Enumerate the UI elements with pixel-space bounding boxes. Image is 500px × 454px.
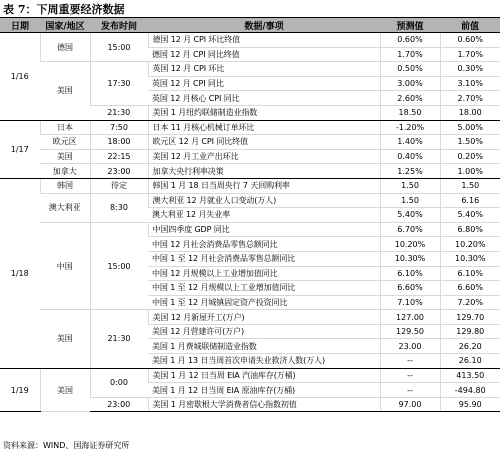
- previous-cell: 129.80: [440, 324, 500, 339]
- time-cell: 23:00: [90, 397, 148, 412]
- forecast-cell: 23.00: [380, 339, 440, 354]
- event-cell: 英国 12 月 CPI 同比: [148, 76, 380, 91]
- previous-cell: 10.30%: [440, 251, 500, 266]
- previous-cell: 5.00%: [440, 120, 500, 135]
- country-cell: 日本: [40, 120, 90, 135]
- header-previous: 前值: [440, 18, 500, 33]
- event-cell: 中国 12 月社会消费品零售总额同比: [148, 237, 380, 252]
- previous-cell: 1.70%: [440, 47, 500, 62]
- event-cell: 德国 12 月 CPI 环比终值: [148, 33, 380, 48]
- country-cell: 美国: [40, 310, 90, 368]
- header-event: 数据/事项: [148, 18, 380, 33]
- previous-cell: 7.20%: [440, 295, 500, 310]
- time-cell: 15:00: [90, 222, 148, 310]
- forecast-cell: 2.60%: [380, 91, 440, 106]
- date-cell: 1/18: [0, 178, 40, 368]
- previous-cell: 1.50: [440, 178, 500, 193]
- table-row: [0, 222, 500, 237]
- event-cell: 美国 1 月纽约联储制造业指数: [148, 105, 380, 120]
- time-cell: 0:00: [90, 368, 148, 397]
- event-cell: 英国 12 月 CPI 环比: [148, 62, 380, 77]
- event-cell: 中国 1 至 12 月社会消费品零售总额同比: [148, 251, 380, 266]
- previous-cell: 5.40%: [440, 208, 500, 223]
- time-cell: 21:30: [90, 105, 148, 120]
- time-cell: 7:50: [90, 120, 148, 135]
- previous-cell: 18.00: [440, 105, 500, 120]
- table-row: [0, 368, 500, 383]
- forecast-cell: 18.50: [380, 105, 440, 120]
- forecast-cell: 1.25%: [380, 164, 440, 179]
- forecast-cell: -1.20%: [380, 120, 440, 135]
- table-row: [0, 310, 500, 325]
- time-cell: 8:30: [90, 193, 148, 222]
- time-cell: 18:00: [90, 135, 148, 150]
- event-cell: 美国 1 月费城联储制造业指数: [148, 339, 380, 354]
- previous-cell: 1.00%: [440, 164, 500, 179]
- time-cell: 23:00: [90, 164, 148, 179]
- previous-cell: 95.90: [440, 397, 500, 412]
- previous-cell: 2.70%: [440, 91, 500, 106]
- table-row: [0, 62, 500, 77]
- country-cell: 德国: [40, 33, 90, 62]
- event-cell: 美国 12 月营建许可(万户): [148, 324, 380, 339]
- forecast-cell: 1.50: [380, 178, 440, 193]
- country-cell: 美国: [40, 62, 90, 120]
- event-cell: 日本 11 月核心机械订单环比: [148, 120, 380, 135]
- previous-cell: 6.80%: [440, 222, 500, 237]
- forecast-cell: --: [380, 383, 440, 398]
- event-cell: 中国 1 至 12 月城镇固定资产投资同比: [148, 295, 380, 310]
- forecast-cell: 97.00: [380, 397, 440, 412]
- event-cell: 美国 1 月密歇根大学消费者信心指数初值: [148, 397, 380, 412]
- previous-cell: 129.70: [440, 310, 500, 325]
- country-cell: 加拿大: [40, 164, 90, 179]
- forecast-cell: 6.70%: [380, 222, 440, 237]
- header-country: 国家/地区: [40, 18, 90, 33]
- table-row: [0, 149, 500, 164]
- country-cell: 韩国: [40, 178, 90, 193]
- previous-cell: 6.10%: [440, 266, 500, 281]
- event-cell: 中国四季度 GDP 同比: [148, 222, 380, 237]
- previous-cell: 26.20: [440, 339, 500, 354]
- forecast-cell: 1.70%: [380, 47, 440, 62]
- table-row: [0, 164, 500, 179]
- date-cell: 1/17: [0, 120, 40, 178]
- time-cell: 22:15: [90, 149, 148, 164]
- event-cell: 美国 12 月新屋开工(万户): [148, 310, 380, 325]
- forecast-cell: 0.40%: [380, 149, 440, 164]
- country-cell: 中国: [40, 222, 90, 310]
- country-cell: 澳大利亚: [40, 193, 90, 222]
- previous-cell: 0.30%: [440, 62, 500, 77]
- previous-cell: 3.10%: [440, 76, 500, 91]
- previous-cell: 0.20%: [440, 149, 500, 164]
- previous-cell: 10.20%: [440, 237, 500, 252]
- previous-cell: 413.50: [440, 368, 500, 383]
- forecast-cell: 5.40%: [380, 208, 440, 223]
- previous-cell: 6.16: [440, 193, 500, 208]
- forecast-cell: 127.00: [380, 310, 440, 325]
- previous-cell: 26.10: [440, 354, 500, 369]
- event-cell: 德国 12 月 CPI 同比终值: [148, 47, 380, 62]
- forecast-cell: 1.40%: [380, 135, 440, 150]
- event-cell: 美国 1 月 13 日当周首次申请失业救济人数(万人): [148, 354, 380, 369]
- header-forecast: 预测值: [380, 18, 440, 33]
- table-row: [0, 193, 500, 208]
- event-cell: 澳大利亚 12 月失业率: [148, 208, 380, 223]
- event-cell: 韩国 1 月 18 日当周央行 7 天回购利率: [148, 178, 380, 193]
- forecast-cell: 10.20%: [380, 237, 440, 252]
- time-cell: 17:30: [90, 62, 148, 106]
- previous-cell: 6.60%: [440, 281, 500, 296]
- table-title: 表 7：下周重要经济数据: [3, 3, 125, 16]
- country-cell: 美国: [40, 368, 90, 412]
- previous-cell: 1.50%: [440, 135, 500, 150]
- forecast-cell: --: [380, 354, 440, 369]
- country-cell: 美国: [40, 149, 90, 164]
- previous-cell: -494.80: [440, 383, 500, 398]
- forecast-cell: 1.50: [380, 193, 440, 208]
- economic-data-table: [0, 17, 500, 412]
- forecast-cell: 0.50%: [380, 62, 440, 77]
- event-cell: 澳大利亚 12 月就业人口变动(万人): [148, 193, 380, 208]
- forecast-cell: 6.10%: [380, 266, 440, 281]
- source-note: 资料来源：WIND、国海证券研究所: [3, 441, 130, 450]
- event-cell: 英国 12 月核心 CPI 同比: [148, 91, 380, 106]
- table-header-row: [0, 18, 500, 33]
- time-cell: 待定: [90, 178, 148, 193]
- table-row: [0, 135, 500, 150]
- country-cell: 欧元区: [40, 135, 90, 150]
- time-cell: 15:00: [90, 33, 148, 62]
- forecast-cell: 7.10%: [380, 295, 440, 310]
- event-cell: 中国 12 月规模以上工业增加值同比: [148, 266, 380, 281]
- event-cell: 欧元区 12 月 CPI 同比终值: [148, 135, 380, 150]
- table-row: [0, 178, 500, 193]
- previous-cell: 0.60%: [440, 33, 500, 48]
- table-row: [0, 33, 500, 48]
- event-cell: 美国 1 月 12 日当周 EIA 汽油库存(万桶): [148, 368, 380, 383]
- forecast-cell: 10.30%: [380, 251, 440, 266]
- header-time: 发布时间: [90, 18, 148, 33]
- event-cell: 美国 12 月工业产出环比: [148, 149, 380, 164]
- time-cell: 21:30: [90, 310, 148, 368]
- date-cell: 1/16: [0, 33, 40, 121]
- forecast-cell: 0.60%: [380, 33, 440, 48]
- forecast-cell: 6.60%: [380, 281, 440, 296]
- table-row: [0, 120, 500, 135]
- header-date: 日期: [0, 18, 40, 33]
- event-cell: 中国 1 至 12 月规模以上工业增加值同比: [148, 281, 380, 296]
- forecast-cell: 3.00%: [380, 76, 440, 91]
- event-cell: 美国 1 月 12 日当周 EIA 原油库存(万桶): [148, 383, 380, 398]
- date-cell: 1/19: [0, 368, 40, 412]
- forecast-cell: 129.50: [380, 324, 440, 339]
- event-cell: 加拿大央行利率决策: [148, 164, 380, 179]
- forecast-cell: --: [380, 368, 440, 383]
